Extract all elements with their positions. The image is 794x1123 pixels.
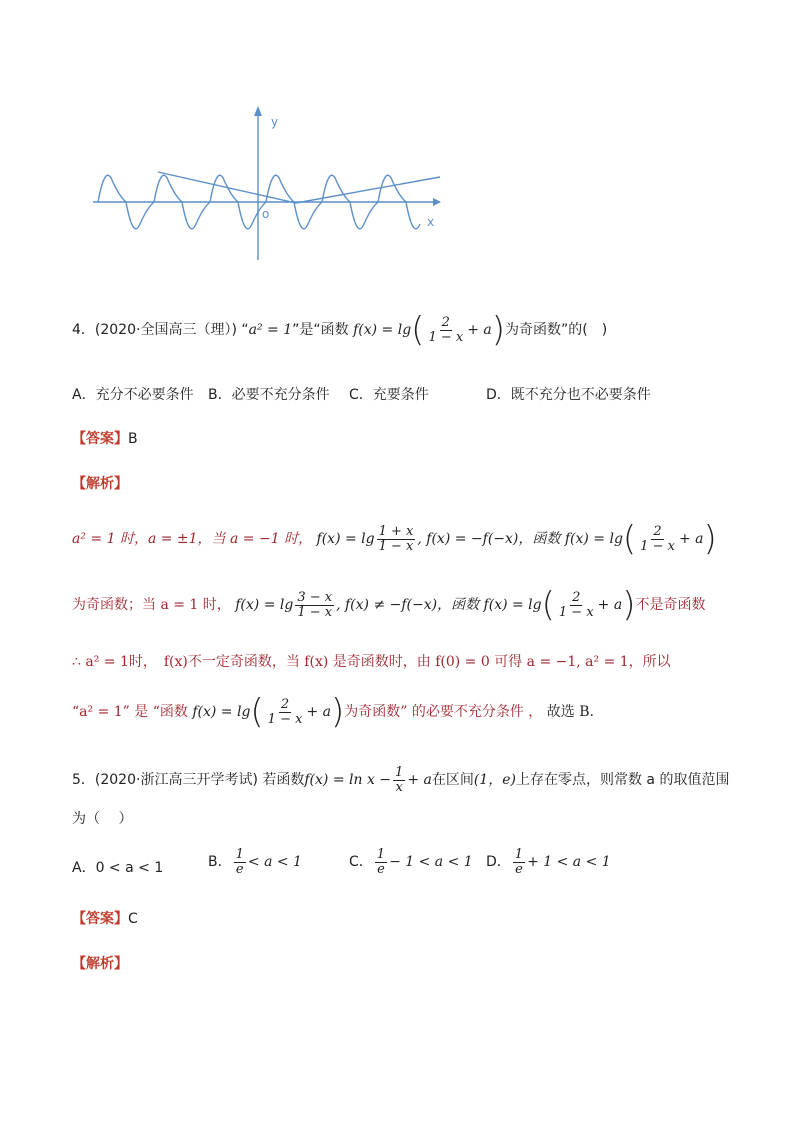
q4-frac-den: 1 − x <box>428 329 464 345</box>
q5-opt-c-rest: − 1 < a < 1 <box>389 854 473 871</box>
q4-sol4-den: 1 − x <box>267 711 303 727</box>
q5-opt-b-rest: < a < 1 <box>247 854 302 871</box>
q4-sol4-plus: + a <box>306 704 331 720</box>
q4-sol1-f2: f(x) = lg <box>564 531 623 547</box>
q4-sol1-num: 1 + x <box>378 523 414 539</box>
q4-sol2-b: , f(x) ≠ −f(−x)，函数 <box>336 597 480 613</box>
q4-answer-value: B <box>128 431 138 447</box>
q4-option-c[interactable]: C．充要条件 <box>349 387 429 403</box>
q5-plus: + a <box>407 772 432 789</box>
q5-prefix: 5．(2020·浙江高三开学考试) 若函数 <box>72 772 305 789</box>
q5-suffix: 上存在零点，则常数 a 的取值范围 <box>515 772 730 789</box>
q4-sol4-c: 故选 B. <box>546 704 594 720</box>
q5-opt-c-label: C． <box>349 854 373 871</box>
q4-option-b[interactable]: B．必要不充分条件 <box>208 387 330 403</box>
q5-option-a[interactable]: A．0 < a < 1 <box>72 860 164 876</box>
x-axis-arrow <box>433 198 441 206</box>
q4-sol-line3: ∴ a² = 1时， f(x)不一定奇函数，当 f(x) 是奇函数时，由 f(0) = 0 可得 a = −1, a² = 1，所以 <box>72 654 671 670</box>
q4-option-a[interactable]: A．充分不必要条件 <box>72 387 194 403</box>
q5-mid: 在区间 <box>431 772 474 789</box>
q5-option-d[interactable] <box>486 848 611 876</box>
q5-opt-d-den: e <box>515 861 523 877</box>
q5-opt-b-den: e <box>235 861 244 877</box>
q4-sol2-plus: + a <box>597 597 623 613</box>
q4-sol1-a: a² = 1 时，a = ±1，当 a = −1 时， <box>72 531 313 547</box>
q4-prefix: 4．(2020·全国高三（理）) “ <box>72 322 249 338</box>
origin-label: o <box>262 207 270 221</box>
q4-sol4-b: 为奇函数” 的必要不充分条件 ， <box>344 704 543 720</box>
q4-option-d[interactable]: D．既不充分也不必要条件 <box>486 387 651 403</box>
q4-sol4-a: “a² = 1” 是 “函数 <box>72 704 188 720</box>
q5-frac-num: 1 <box>395 765 404 780</box>
q4-sol4-num: 2 <box>280 696 290 712</box>
v-line <box>158 172 440 203</box>
function-graph <box>88 100 448 265</box>
q4-suffix: 为奇函数”的( ) <box>505 322 608 338</box>
q5-interval: (1，e) <box>473 772 516 789</box>
q4-cond: a² = 1 <box>248 322 293 338</box>
q5-frac-den: x <box>395 779 403 795</box>
y-axis-label: y <box>271 115 279 129</box>
q4-sol1-b: , f(x) = −f(−x)，函数 <box>417 531 561 547</box>
q5-opt-d-label: D． <box>486 854 511 871</box>
q5-opt-c-num: 1 <box>376 847 386 862</box>
q4-sol2-a: 为奇函数；当 a = 1 时， <box>72 597 231 613</box>
q4-sol4-f: f(x) = lg <box>192 704 251 720</box>
q4-sol2-f: f(x) = lg <box>235 597 294 613</box>
q4-sol-line4: “a² = 1” 是 “函数 f(x) = lg( $\frac{2}{1 - x}$ + a)为奇函数” 的必要不充分条件 ， 故选 B. <box>72 692 594 732</box>
q4-answer-label: 【答案】 <box>72 431 128 447</box>
q5-analysis-label: 【解析】 <box>72 956 128 972</box>
q4-sol2-den: 1 − x <box>297 604 333 620</box>
q4-sol1-num2: 2 <box>653 523 662 539</box>
q4-sol1-den: 1 − x <box>378 538 414 554</box>
q5-answer-label: 【答案】 <box>72 911 128 927</box>
q5-opt-b-num: 1 <box>235 847 244 862</box>
q5-option-b[interactable] <box>208 848 302 876</box>
q4-stem: 4．(2020·全国高三（理）) “a² = 1”是“函数 f(x) = lg( $\frac{2}{1 - x}$ + a)为奇函数”的( ) <box>72 310 608 350</box>
q4-answer <box>72 428 138 448</box>
q4-frac-num: 2 <box>441 314 450 330</box>
q5-answer-value: C <box>128 911 138 927</box>
q4-plus-a: + a <box>467 322 492 338</box>
y-axis-arrow <box>254 106 262 116</box>
q4-func: f(x) = lg <box>353 322 412 338</box>
q5-func: f(x) = ln x − <box>304 772 392 789</box>
q5-opt-b-label: B． <box>208 854 232 871</box>
q5-option-c[interactable] <box>349 848 473 876</box>
q4-sol2-num: 3 − x <box>297 589 333 605</box>
q4-sol-line2: 为奇函数；当 a = 1 时， f(x) = lg $\frac{3 - x}{1 - x}$ , f(x) ≠ −f(−x)，函数 f(x) = lg( $\frac{2}{1 - x}$ + a)不是奇函数 <box>72 585 706 625</box>
q4-sol1-plus: + a <box>678 531 704 547</box>
q5-stem-line2: 为（ ） <box>72 811 133 827</box>
q5-answer <box>72 908 138 928</box>
q4-sol2-num2: 2 <box>572 589 581 605</box>
q4-sol1-den2: 1 − x <box>640 538 675 554</box>
q4-mid: ”是“函数 <box>292 322 349 338</box>
q5-opt-d-num: 1 <box>514 847 524 862</box>
q4-sol1-f: f(x) = lg <box>316 531 375 547</box>
q4-sol2-c: 不是奇函数 <box>635 597 706 613</box>
q5-opt-d-rest: + 1 < a < 1 <box>527 854 611 871</box>
q4-sol2-den2: 1 − x <box>558 604 594 620</box>
q5-stem <box>72 766 729 794</box>
q5-opt-c-den: e <box>377 861 385 877</box>
q4-analysis-label: 【解析】 <box>72 476 128 492</box>
q4-sol2-f2: f(x) = lg <box>483 597 542 613</box>
x-axis-label: x <box>427 215 435 229</box>
q4-sol-line1: a² = 1 时，a = ±1，当 a = −1 时， f(x) = lg $\frac{1 + x}{1 - x}$ , f(x) = −f(−x)，函数 f(x) = lg( $\frac{2}{1 - x}$ + a) <box>72 519 717 559</box>
